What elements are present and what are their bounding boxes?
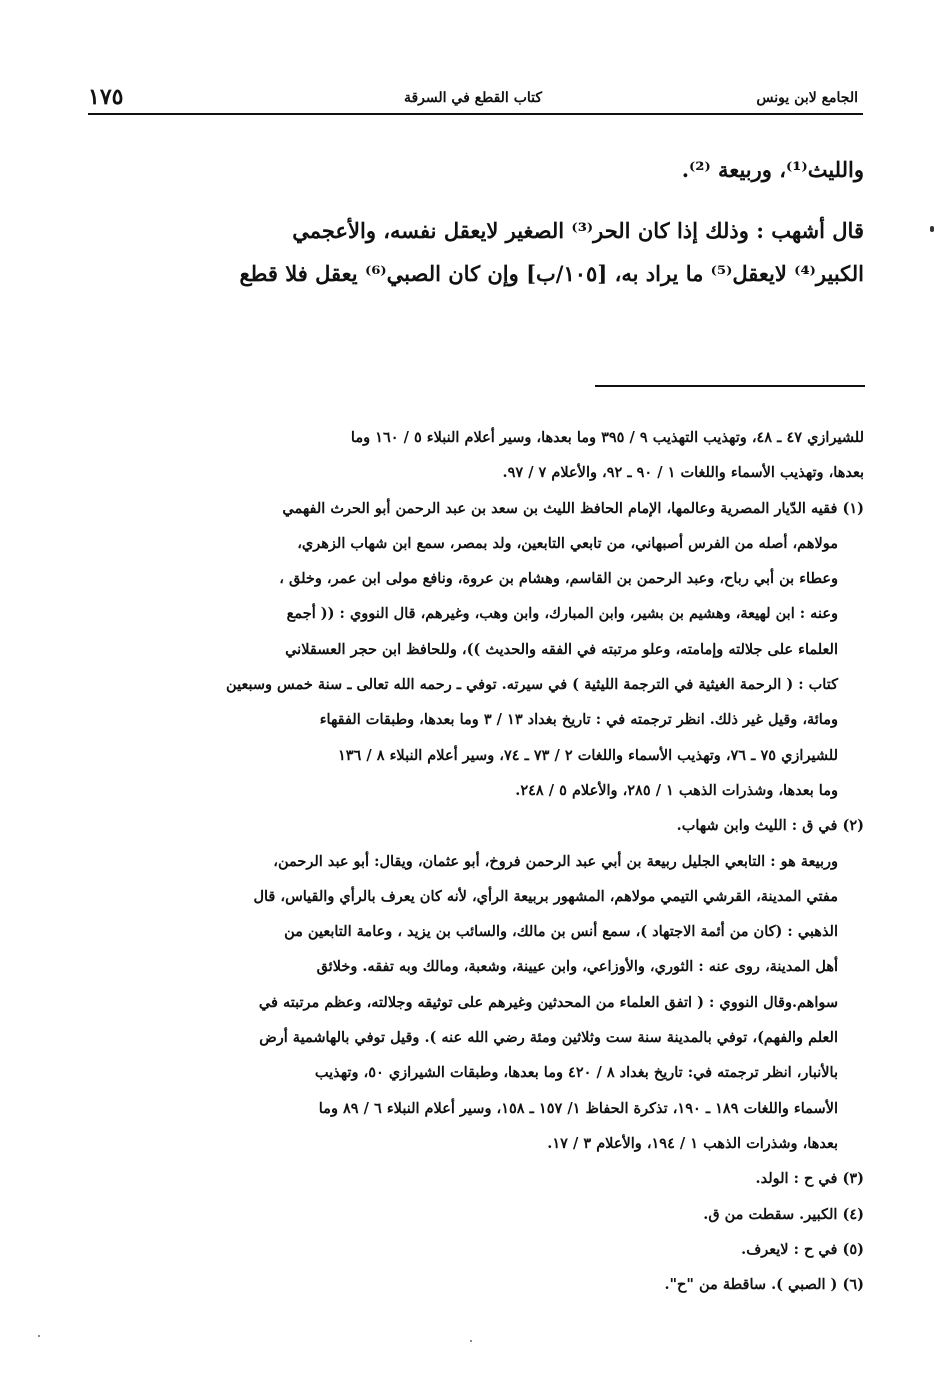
main-text-top [84,148,864,191]
footnote-2-line: بعدها، وشذرات الذهب ١ / ١٩٤، والأعلام ٣ / ١٧. [547,1134,838,1152]
scan-speck [38,1335,40,1337]
footnote-1-line: وما بعدها، وشذرات الذهب ١ / ٢٨٥، والأعلام ٥ / ٢٤٨. [515,781,838,799]
running-header [88,84,858,112]
header-divider [88,113,863,115]
footnote-2-line: بالأنبار، انظر ترجمته في: تاريخ بغداد ٨ / ٤٢٠ وما بعدها، وطبقات الشيرازي ٥٠، وتهذيب [314,1064,838,1082]
footnote-2-head: (٢) في ق : الليث وابن شهاب. [676,817,864,835]
main-line-1: والليث⁽¹⁾، وربيعة ⁽²⁾. [681,157,864,182]
footnote-1-line: (١) فقيه الدّيار المصرية وعالمها، الإمام الحافظ الليث بن سعد بن عبد الرحمن أبو الحرث الفهمي [282,499,864,517]
footnote-2-line: أهل المدينة، روى عنه : الثوري، والأوزاعي، وابن عيينة، وشعبة، ومالك وبه تفقه. وخلائق [316,958,838,976]
footnote-3: (٣) في ح : الولد. [755,1170,864,1188]
main-text-paragraph [84,209,864,295]
chapter-title: كتاب القطع في السرقة [403,90,543,106]
footnote-1-line: مولاهم، أصله من الفرس أصبهاني، من تابعي التابعين، ولد بمصر، سمع ابن شهاب الزهري، [297,534,838,552]
scan-speck [930,226,934,232]
footnote-2-line: وربيعة هو : التابعي الجليل ربيعة بن أبي عبد الرحمن فروخ، أبو عثمان، ويقال: أبو عبد الرحمن، [273,852,838,870]
footnote-2-line: العلم والفهم)، توفي بالمدينة سنة ست وثلاثين ومئة رضي الله عنه ). وقيل توفي بالهاشمية أرض [259,1029,838,1047]
footnotes [79,420,864,1302]
footnote-continued-line: بعدها، وتهذيب الأسماء واللغات ١ / ٩٠ ـ ٩٢، والأعلام ٧ / ٩٧. [502,464,864,482]
footnote-2-line: مفتي المدينة، القرشي التيمي مولاهم، المشهور بربيعة الرأي، لأنه كان يعرف بالرأي والقياس، قال [253,887,838,905]
footnote-1-line: للشيرازي ٧٥ ـ ٧٦، وتهذيب الأسماء واللغات ٢ / ٧٣ ـ ٧٤، وسير أعلام النبلاء ٨ / ١٣٦ [337,746,838,764]
footnote-2-line: سواهم.وقال النووي : ( اتفق العلماء من المحدثين وغيرهم على توثيقه وجلالته، وعظم مرتبته في [258,993,838,1011]
footnote-continued-line: للشيرازي ٤٧ ـ ٤٨، وتهذيب التهذيب ٩ / ٣٩٥ وما بعدها، وسير أعلام النبلاء ٥ / ١٦٠ وما [350,429,864,446]
footnote-1-line: كتاب : ( الرحمة الغيثية في الترجمة الليثية ) في سيرته. توفي ـ رحمه الله تعالى ـ سنة خمس وسبعين [226,676,838,694]
book-title: الجامع لابن يونس [756,90,858,106]
footnote-4: (٤) الكبير. سقطت من ق. [703,1205,864,1223]
footnote-2-line: الأسماء واللغات ١٨٩ ـ ١٩٠، تذكرة الحفاظ ١/ ١٥٧ ـ ١٥٨، وسير أعلام النبلاء ٦ / ٨٩ وما [318,1099,838,1117]
footnote-5: (٥) في ح : لايعرف. [741,1240,864,1258]
main-line-2: قال أشهب : وذلك إذا كان الحر⁽³⁾ الصغير لايعقل نفسه، والأعجمي [292,218,864,243]
scan-speck [470,1340,472,1342]
footnote-1-line: العلماء على جلالته وإمامته، وعلو مرتبته في الفقه والحديث ))، وللحافظ ابن حجر العسقلاني [285,640,838,658]
page-number: ١٧٥ [88,84,124,110]
main-line-3: الكبير⁽⁴⁾ لايعقل⁽⁵⁾ ما يراد به، [١٠٥/ب] وإن كان الصبي⁽⁶⁾ يعقل فلا قطع [239,261,864,286]
footnote-6: (٦) ( الصبي ). ساقطة من "ح". [664,1276,864,1294]
footnote-divider [595,385,865,387]
footnote-1-line: وعنه : ابن لهيعة، وهشيم بن بشير، وابن المبارك، وابن وهب، وغيرهم، قال النووي : (( أجمع [286,605,838,623]
footnote-2-line: الذهبي : (كان من أئمة الاجتهاد )، سمع أنس بن مالك، والسائب بن يزيد ، وعامة التابعين من [284,923,838,941]
footnote-1-line: وعطاء بن أبي رباح، وعبد الرحمن بن القاسم، وهشام بن عروة، ونافع مولى ابن عمر، وخلق ، [279,570,838,588]
footnote-1-line: ومائة، وقيل غير ذلك. انظر ترجمته في : تاريخ بغداد ١٣ / ٣ وما بعدها، وطبقات الفقهاء [319,711,838,729]
